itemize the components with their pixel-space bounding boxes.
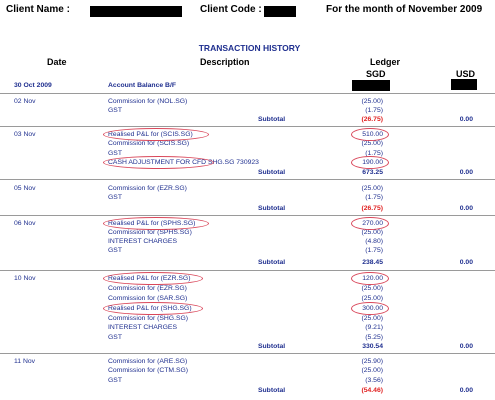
row-description: Commission for (SCIS.SG) xyxy=(108,140,190,147)
highlight-oval xyxy=(351,302,389,315)
highlight-oval xyxy=(103,156,214,169)
row-amount: (5.25) xyxy=(365,334,383,341)
row-amount: (25.90) xyxy=(361,358,383,365)
highlight-oval xyxy=(103,302,203,315)
row-date: 30 Oct 2009 xyxy=(14,82,52,89)
row-description: INTEREST CHARGES xyxy=(108,238,177,245)
highlight-oval xyxy=(103,272,203,285)
row-description: Commission for (CTM.SG) xyxy=(108,367,189,374)
row-date: 06 Nov xyxy=(14,220,36,227)
row-amount: (25.00) xyxy=(361,285,383,292)
row-amount: 300.00 xyxy=(362,305,383,312)
row-amount: (25.00) xyxy=(361,315,383,322)
row-amount: 120.00 xyxy=(362,275,383,282)
column-ledger: Ledger xyxy=(370,57,401,67)
row-amount: (3.56) xyxy=(365,377,383,384)
page-title: TRANSACTION HISTORY xyxy=(198,43,301,53)
row-description: Commission for (ARE.SG) xyxy=(108,358,188,365)
highlight-oval xyxy=(103,217,209,230)
subtotal-label: Subtotal xyxy=(258,116,286,123)
row-amount: (1.75) xyxy=(365,150,383,157)
row-date: 05 Nov xyxy=(14,185,36,192)
redacted-sgd-balance xyxy=(352,80,390,91)
redacted-usd-balance xyxy=(451,79,477,90)
row-description: GST xyxy=(108,194,122,201)
row-description: Commission for (SPHS.SG) xyxy=(108,229,192,236)
row-amount: (25.00) xyxy=(361,229,383,236)
row-amount: (25.00) xyxy=(361,185,383,192)
subtotal-usd: 0.00 xyxy=(459,387,473,394)
subtotal-usd: 0.00 xyxy=(459,169,473,176)
subtotal-sgd: 330.54 xyxy=(362,343,383,350)
column-usd: USD xyxy=(456,69,476,79)
row-amount: (25.00) xyxy=(361,98,383,105)
row-amount: (25.00) xyxy=(361,295,383,302)
row-description: Commission for (EZR.SG) xyxy=(108,285,187,292)
row-description: GST xyxy=(108,107,122,114)
highlight-oval xyxy=(351,128,389,141)
subtotal-usd: 0.00 xyxy=(459,343,473,350)
row-description: GST xyxy=(108,334,122,341)
subtotal-label: Subtotal xyxy=(258,205,286,212)
subtotal-usd: 0.00 xyxy=(459,116,473,123)
client-name-label: Client Name : xyxy=(6,4,70,15)
subtotal-usd: 0.00 xyxy=(459,205,473,212)
group-separator xyxy=(0,353,495,354)
column-sgd: SGD xyxy=(366,69,386,79)
row-description: GST xyxy=(108,247,122,254)
subtotal-label: Subtotal xyxy=(258,169,286,176)
subtotal-sgd: 673.25 xyxy=(362,169,383,176)
statement-period: For the month of November 2009 xyxy=(326,4,483,15)
row-amount: (1.75) xyxy=(365,194,383,201)
row-date: 03 Nov xyxy=(14,131,36,138)
row-amount: 270.00 xyxy=(362,220,383,227)
row-amount: (4.80) xyxy=(365,238,383,245)
subtotal-usd: 0.00 xyxy=(459,259,473,266)
row-description: Realised P&L for (SCIS.SG) xyxy=(108,131,193,138)
row-description: Realised P&L for (EZR.SG) xyxy=(108,275,191,282)
row-amount: (25.00) xyxy=(361,140,383,147)
group-separator xyxy=(0,179,495,180)
row-description: Commission for (NOL.SG) xyxy=(108,98,188,105)
highlight-oval xyxy=(351,272,389,285)
row-date: 10 Nov xyxy=(14,275,36,282)
row-description: Commission for (EZR.SG) xyxy=(108,185,187,192)
subtotal-label: Subtotal xyxy=(258,259,286,266)
redacted-client-name xyxy=(90,6,182,17)
group-separator xyxy=(0,126,495,127)
row-amount: 190.00 xyxy=(362,159,383,166)
subtotal-label: Subtotal xyxy=(258,387,286,394)
row-amount: 510.00 xyxy=(362,131,383,138)
row-description: CASH ADJUSTMENT FOR CFD SHG.SG 730923 xyxy=(108,159,259,166)
row-description: INTEREST CHARGES xyxy=(108,324,177,331)
row-description: Realised P&L for (SPHS.SG) xyxy=(108,220,196,227)
row-description: Commission for (SHG.SG) xyxy=(108,315,189,322)
row-amount: (1.75) xyxy=(365,107,383,114)
subtotal-sgd: (26.75) xyxy=(361,116,383,123)
redacted-client-code xyxy=(264,6,296,17)
highlight-oval xyxy=(351,156,389,169)
row-description: GST xyxy=(108,377,122,384)
row-date: 02 Nov xyxy=(14,98,36,105)
row-amount: (9.21) xyxy=(365,324,383,331)
row-description: Realised P&L for (SHG.SG) xyxy=(108,305,192,312)
highlight-oval xyxy=(351,217,389,230)
row-description: GST xyxy=(108,150,122,157)
column-description: Description xyxy=(200,57,250,67)
row-amount: (1.75) xyxy=(365,247,383,254)
column-date: Date xyxy=(47,57,67,67)
row-description: Account Balance B/F xyxy=(108,82,176,89)
subtotal-label: Subtotal xyxy=(258,343,286,350)
subtotal-sgd: 238.45 xyxy=(362,259,383,266)
subtotal-sgd: (54.46) xyxy=(361,387,383,394)
group-separator xyxy=(0,93,495,94)
highlight-oval xyxy=(103,128,209,141)
row-date: 11 Nov xyxy=(14,358,36,365)
client-code-label: Client Code : xyxy=(200,4,262,15)
group-separator xyxy=(0,270,495,271)
subtotal-sgd: (26.75) xyxy=(361,205,383,212)
row-amount: (25.00) xyxy=(361,367,383,374)
group-separator xyxy=(0,215,495,216)
row-description: Commission for (SAR.SG) xyxy=(108,295,188,302)
